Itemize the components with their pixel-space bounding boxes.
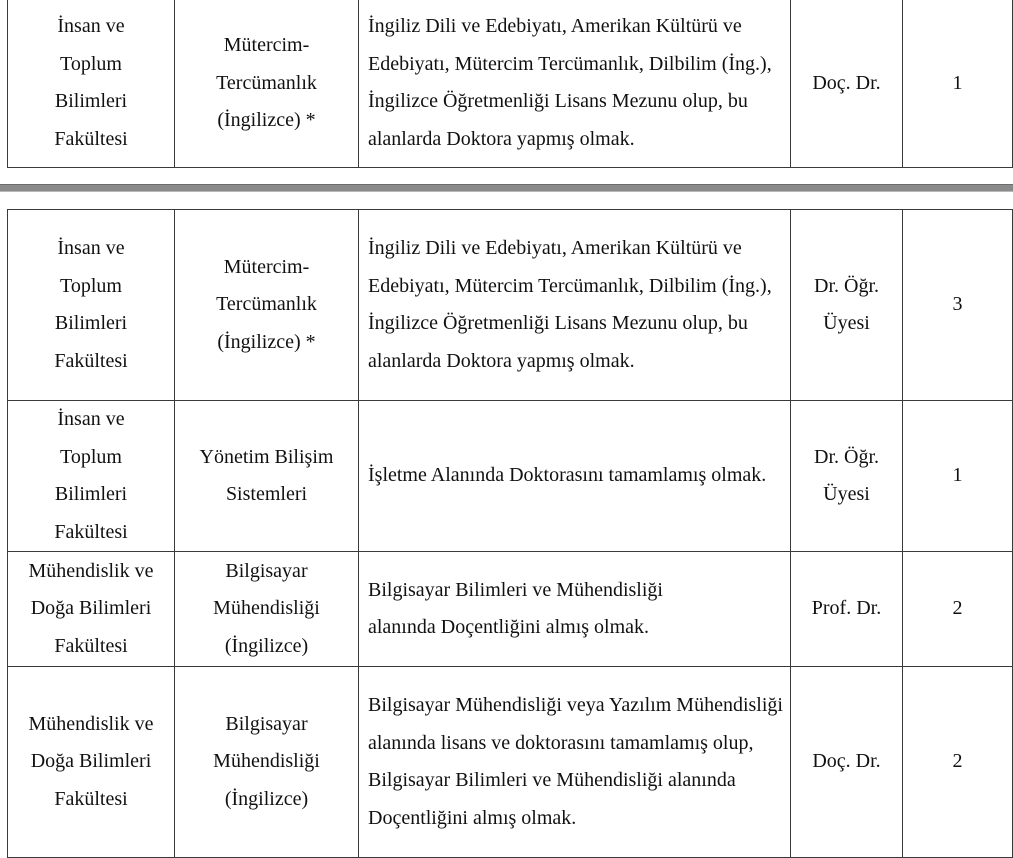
department-cell — [175, 401, 359, 552]
count-text: 1 — [952, 71, 963, 94]
department-cell — [175, 667, 359, 858]
requirements-cell — [359, 0, 791, 167]
requirements-text: Bilgisayar Mühendisliği veya Yazılım Mühendisliği alanında lisans ve doktorasını tamamlamış olup, Bilgisayar Bilimleri ve Mühendisliği alanında Doçentliğini almış olmak. — [368, 694, 783, 829]
department-text: Mütercim-Tercümanlık (İngilizce) * — [216, 34, 317, 131]
department-cell — [175, 210, 359, 401]
count-cell — [903, 667, 1013, 858]
faculty-cell — [8, 667, 175, 858]
title-text: Dr. Öğr. Üyesi — [814, 445, 879, 505]
department-cell — [175, 552, 359, 667]
department-text: Yönetim Bilişim Sistemleri — [199, 445, 334, 505]
count-cell — [903, 552, 1013, 667]
positions-table — [7, 209, 1013, 858]
table-row — [8, 210, 1013, 401]
requirements-text: Bilgisayar Bilimleri ve Mühendisliği alanında Doçentliğini almış olmak. — [368, 578, 663, 638]
faculty-text: Mühendislik ve Doğa Bilimleri Fakültesi — [28, 712, 154, 810]
department-text: Bilgisayar Mühendisliği (İngilizce) — [213, 712, 320, 810]
count-cell — [903, 401, 1013, 552]
table-row — [8, 552, 1013, 667]
faculty-cell — [8, 0, 175, 167]
title-cell — [791, 401, 903, 552]
department-text: Bilgisayar Mühendisliği (İngilizce) — [213, 559, 320, 657]
requirements-text: İngiliz Dili ve Edebiyatı, Amerikan Kültürü ve Edebiyatı, Mütercim Tercümanlık, Dilbilim (İng.), İngilizce Öğretmenliği Lisans Mezunu olup, bu alanlarda Doktora yapmış olmak. — [368, 15, 772, 150]
department-cell — [175, 0, 359, 167]
title-text: Dr. Öğr. Üyesi — [814, 274, 879, 334]
positions-table-top — [7, 0, 1013, 168]
faculty-text: Mühendislik ve Doğa Bilimleri Fakültesi — [28, 559, 154, 657]
requirements-cell — [359, 667, 791, 858]
title-text: Prof. Dr. — [811, 597, 882, 620]
table-row — [8, 0, 1013, 167]
requirements-cell — [359, 401, 791, 552]
title-text: Doç. Dr. — [812, 750, 881, 773]
count-cell — [903, 210, 1013, 401]
faculty-text: İnsan ve Toplum Bilimleri Fakültesi — [54, 15, 128, 150]
requirements-text: İşletme Alanında Doktorasını tamamlamış olmak. — [368, 464, 767, 487]
table-row — [8, 401, 1013, 552]
title-cell — [791, 552, 903, 667]
count-text: 2 — [952, 750, 963, 773]
requirements-cell — [359, 552, 791, 667]
faculty-text: İnsan ve Toplum Bilimleri Fakültesi — [54, 408, 128, 543]
title-cell — [791, 0, 903, 167]
count-text: 1 — [952, 464, 963, 487]
title-cell — [791, 667, 903, 858]
faculty-cell — [8, 210, 175, 401]
page-break-divider — [0, 184, 1013, 192]
department-text: Mütercim-Tercümanlık (İngilizce) * — [216, 255, 317, 353]
title-cell — [791, 210, 903, 401]
faculty-cell — [8, 552, 175, 667]
faculty-text: İnsan ve Toplum Bilimleri Fakültesi — [54, 237, 128, 372]
title-text: Doç. Dr. — [812, 71, 881, 94]
count-text: 3 — [952, 293, 963, 316]
count-cell — [903, 0, 1013, 167]
requirements-text: İngiliz Dili ve Edebiyatı, Amerikan Kültürü ve Edebiyatı, Mütercim Tercümanlık, Dilbilim (İng.), İngilizce Öğretmenliği Lisans Mezunu olup, bu alanlarda Doktora yapmış olmak. — [368, 237, 772, 372]
table-row — [8, 667, 1013, 858]
count-text: 2 — [952, 597, 963, 620]
faculty-cell — [8, 401, 175, 552]
requirements-cell — [359, 210, 791, 401]
